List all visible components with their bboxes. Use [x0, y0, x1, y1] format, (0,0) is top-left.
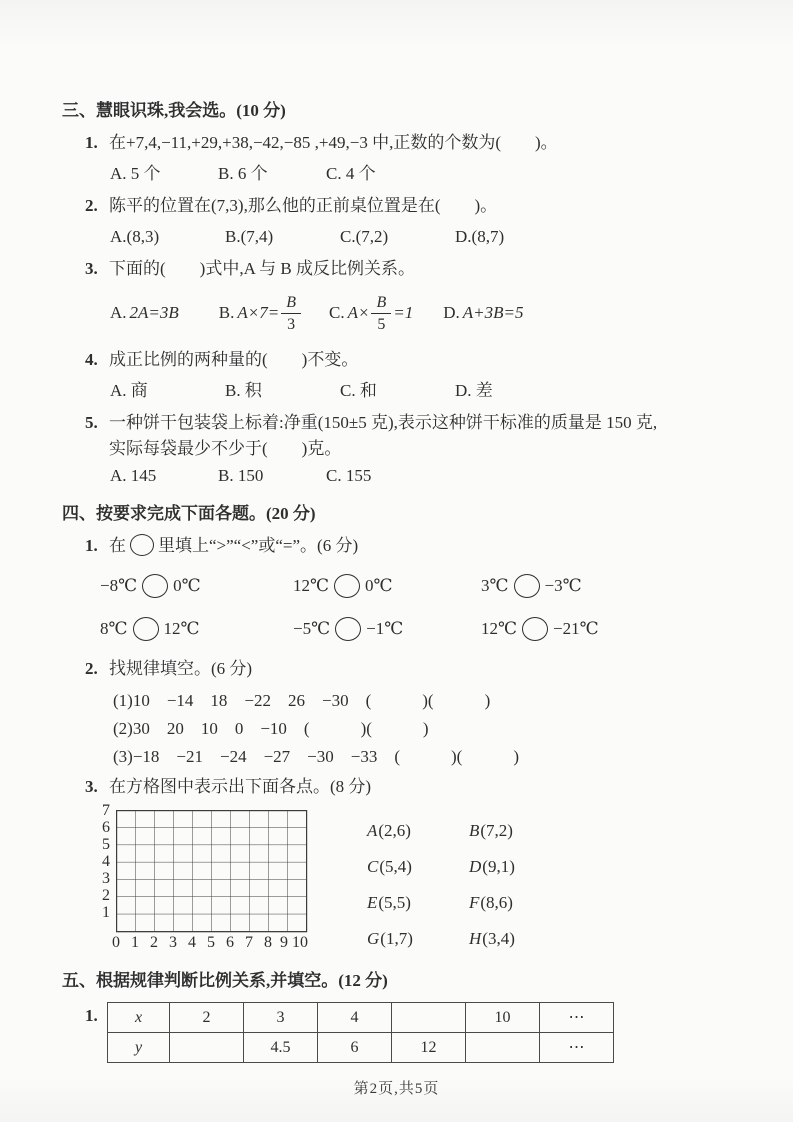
- question-number: 4.: [85, 350, 98, 369]
- s3-question-2: [85, 193, 733, 219]
- point-name: B: [469, 821, 480, 840]
- comparison-circle: [334, 574, 360, 598]
- grid-y-tick: 2: [102, 887, 110, 904]
- question-text: 找规律填空。(6 分): [109, 659, 253, 678]
- table-cell: 4.5: [244, 1033, 318, 1063]
- question-number: 5.: [85, 413, 98, 432]
- section-4-title: 四、按要求完成下面各题。: [62, 504, 266, 523]
- fraction: $\frac{B}{3}$: [281, 293, 301, 334]
- table-row-y: [108, 1033, 614, 1063]
- option-label: D.: [443, 303, 460, 322]
- sequence-line: (1)10 −14 18 −22 26 −30 ( )( ): [113, 691, 491, 710]
- question-text: 一种饼干包装袋上标着:净重(150±5 克),表示这种饼干标准的质量是 150 克, 实际每袋最少不少于( )克。: [109, 413, 658, 458]
- section-3-score: (10 分): [236, 101, 286, 120]
- question-number: 2.: [85, 659, 98, 678]
- proportion-table: [107, 1002, 614, 1063]
- question-number: 3.: [85, 777, 98, 796]
- table-row-x: [108, 1003, 614, 1033]
- question-number: 1.: [85, 133, 98, 152]
- table-cell: 2: [170, 1003, 244, 1033]
- point-name: F: [469, 893, 480, 912]
- grid-x-tick: 9: [280, 934, 288, 951]
- grid-x-tick: 1: [131, 934, 139, 951]
- section-5-title: 五、根据规律判断比例关系,并填空。: [62, 971, 339, 990]
- point-item: B(7,2): [469, 821, 513, 840]
- grid-x-tick: 8: [264, 934, 272, 951]
- option: C.(7,2): [340, 227, 389, 246]
- comparison-item: 12℃ −21℃: [481, 616, 733, 642]
- coordinate-grid: [90, 802, 335, 958]
- option: [110, 300, 179, 326]
- s3-question-4: [85, 347, 733, 373]
- question-text: 陈平的位置在(7,3),那么他的正前桌位置是在( )。: [109, 196, 498, 215]
- section-3-heading: [62, 98, 733, 124]
- option: A.(8,3): [110, 227, 160, 246]
- grid-question-area: [90, 802, 733, 958]
- grid-x-tick: 4: [188, 934, 196, 951]
- option-label: C.: [328, 303, 345, 322]
- comparison-circle: [335, 617, 361, 641]
- s5-item-1: [85, 1002, 733, 1063]
- question-text: 在方格图中表示出下面各点。(8 分): [109, 777, 372, 796]
- question-text: 在+7,4,−11,+29,+38,−42,−85 ,+49,−3 中,正数的个数为( )。: [109, 133, 558, 152]
- table-cell: 3: [244, 1003, 318, 1033]
- option: B. 6 个: [218, 164, 268, 183]
- point-name: G: [367, 929, 380, 948]
- question-number: 3.: [85, 259, 98, 278]
- point-item: H(3,4): [469, 929, 515, 948]
- grid-plot: [116, 810, 332, 934]
- comparison-circle: [133, 617, 159, 641]
- grid-x-tick: 2: [150, 934, 158, 951]
- sequence-list: [62, 687, 733, 770]
- option: D. 差: [455, 381, 493, 400]
- option-label: A.: [110, 303, 127, 322]
- grid-x-tick: 7: [245, 934, 253, 951]
- option: D.(8,7): [455, 227, 505, 246]
- table-cell: 10: [466, 1003, 540, 1033]
- s3-q2-options: [110, 224, 733, 250]
- question-text: 成正比例的两种量的( )不变。: [109, 350, 359, 369]
- grid-x-tick: 5: [207, 934, 215, 951]
- section-3-title: 三、慧眼识珠,我会选。: [62, 101, 237, 120]
- s3-q3-options: [110, 287, 733, 339]
- option: C. 和: [340, 381, 377, 400]
- s4-question-3: [85, 774, 733, 800]
- comparison-item: 8℃ 12℃: [100, 616, 293, 642]
- s3-q1-options: [110, 161, 733, 187]
- option: B.(7,4): [225, 227, 274, 246]
- question-number: 2.: [85, 196, 98, 215]
- grid-x-tick: 3: [169, 934, 177, 951]
- table-cell: [392, 1003, 466, 1033]
- point-item: A(2,6): [367, 821, 411, 840]
- table-cell: 4: [318, 1003, 392, 1033]
- comparison-item: 3℃ −3℃: [481, 573, 733, 599]
- equation: A+3B=5: [462, 303, 524, 322]
- fraction: $\frac{B}{5}$: [371, 293, 391, 334]
- item-number: 1.: [85, 1006, 98, 1025]
- section-4-heading: [62, 501, 733, 527]
- points-list: [367, 806, 571, 958]
- grid-y-tick: 4: [102, 853, 110, 870]
- table-cell: x: [108, 1003, 170, 1033]
- comparison-item: −8℃ 0℃: [100, 573, 293, 599]
- s3-q4-options: [110, 378, 733, 404]
- table-cell: [466, 1033, 540, 1063]
- table-cell: [170, 1033, 244, 1063]
- grid-y-tick: 7: [102, 802, 110, 819]
- equation: 2A=3B: [129, 303, 179, 322]
- s3-question-1: [85, 130, 733, 156]
- option: C. 155: [326, 466, 372, 485]
- s3-question-3: [85, 256, 733, 282]
- grid-x-tick: 6: [226, 934, 234, 951]
- grid-y-tick: 6: [102, 819, 110, 836]
- table-cell: 12: [392, 1033, 466, 1063]
- option: B. 积: [225, 381, 262, 400]
- question-text: 下面的( )式中,A 与 B 成反比例关系。: [109, 259, 415, 278]
- table-cell: y: [108, 1033, 170, 1063]
- question-number: 1.: [85, 536, 98, 555]
- comparison-circle: [142, 574, 168, 598]
- sequence-line: (2)30 20 10 0 −10 ( )( ): [113, 719, 429, 738]
- page-footer: 第2页,共5页: [353, 1081, 440, 1097]
- section-5-score: (12 分): [338, 971, 388, 990]
- option: A. 145: [110, 466, 157, 485]
- question-text: 在 里填上“>”“<”或“=”。(6 分): [109, 536, 359, 555]
- grid-x-tick: 0: [112, 934, 120, 951]
- table-cell: ⋯: [540, 1003, 614, 1033]
- comparison-circle: [514, 574, 540, 598]
- point-item: E(5,5): [367, 893, 411, 912]
- option: A. 5 个: [110, 164, 161, 183]
- comparison-grid: [100, 573, 733, 642]
- option: C. 4 个: [326, 164, 376, 183]
- section-4-score: (20 分): [266, 504, 316, 523]
- blank-circle: [130, 534, 154, 556]
- point-item: D(9,1): [469, 857, 515, 876]
- table-cell: 6: [318, 1033, 392, 1063]
- table-cell: ⋯: [540, 1033, 614, 1063]
- equation: A×7=: [237, 303, 280, 322]
- comparison-item: −5℃ −1℃: [293, 616, 481, 642]
- point-name: A: [367, 821, 378, 840]
- sequence-line: (3)−18 −21 −24 −27 −30 −33 ( )( ): [113, 747, 519, 766]
- section-5-heading: [62, 968, 733, 994]
- option: C. A× $\frac{B}{5}$ =1: [328, 293, 414, 333]
- option: [219, 293, 303, 334]
- equation: A×: [347, 303, 370, 322]
- comparison-circle: [522, 617, 548, 641]
- s3-question-5: [85, 410, 733, 462]
- option-label: B.: [218, 303, 235, 322]
- point-item: C(5,4): [367, 857, 412, 876]
- grid-y-tick: 5: [102, 836, 110, 853]
- s4-question-1: [85, 533, 733, 559]
- comparison-item: 12℃ 0℃: [293, 573, 481, 599]
- grid-y-tick: 1: [102, 904, 110, 921]
- point-name: D: [469, 857, 482, 876]
- s4-question-2: [85, 656, 733, 682]
- grid-y-tick: 3: [102, 870, 110, 887]
- s3-q5-options: [110, 463, 733, 489]
- grid-x-tick: 10: [292, 934, 308, 951]
- option: [443, 300, 523, 326]
- point-item: F(8,6): [469, 893, 513, 912]
- option: A. 商: [110, 381, 148, 400]
- option: B. 150: [218, 466, 264, 485]
- point-name: C: [367, 857, 379, 876]
- point-item: G(1,7): [367, 929, 413, 948]
- point-name: E: [367, 893, 378, 912]
- point-name: H: [469, 929, 482, 948]
